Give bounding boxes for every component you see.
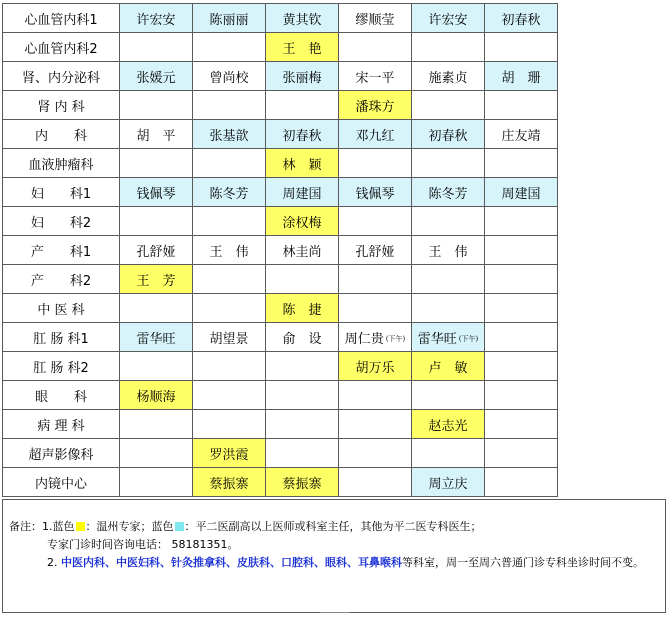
clinic-schedule-table bbox=[2, 3, 558, 497]
doctor-name: 许宏安 bbox=[136, 12, 176, 28]
schedule-row bbox=[3, 468, 558, 497]
doctor-cell bbox=[193, 207, 266, 236]
doctor-name: 蔡振寨 bbox=[209, 476, 249, 492]
doctor-cell bbox=[339, 149, 412, 178]
doctor-cell bbox=[485, 439, 558, 468]
schedule-row bbox=[3, 265, 558, 294]
doctor-name: 张基歆 bbox=[209, 128, 249, 144]
doctor-name: 罗洪霞 bbox=[209, 447, 249, 463]
doctor-cell bbox=[485, 178, 558, 207]
doctor-cell bbox=[120, 294, 193, 323]
doctor-cell bbox=[120, 207, 193, 236]
doctor-cell bbox=[485, 207, 558, 236]
doctor-cell bbox=[120, 410, 193, 439]
doctor-name: 潘珠方 bbox=[355, 99, 395, 115]
doctor-name: 邓九红 bbox=[355, 128, 395, 144]
doctor-cell bbox=[266, 265, 339, 294]
doctor-cell bbox=[485, 236, 558, 265]
schedule-row bbox=[3, 120, 558, 149]
doctor-cell bbox=[120, 265, 193, 294]
doctor-cell bbox=[339, 381, 412, 410]
doctor-name: 林 颖 bbox=[282, 157, 322, 173]
doctor-cell bbox=[412, 468, 485, 497]
doctor-name: 缪顺莹 bbox=[355, 12, 395, 28]
doctor-name: 陈丽丽 bbox=[209, 12, 249, 28]
doctor-name: 许宏安 bbox=[428, 12, 468, 28]
doctor-cell bbox=[412, 91, 485, 120]
doctor-cell bbox=[193, 439, 266, 468]
note-1-prefix: 备注：1.蓝色 bbox=[9, 520, 75, 533]
department-cell: 中 医 科 bbox=[3, 294, 120, 323]
doctor-cell bbox=[266, 207, 339, 236]
doctor-cell bbox=[339, 62, 412, 91]
doctor-cell bbox=[485, 120, 558, 149]
doctor-cell bbox=[412, 149, 485, 178]
department-cell: 病 理 科 bbox=[3, 410, 120, 439]
doctor-cell bbox=[193, 352, 266, 381]
doctor-cell bbox=[193, 120, 266, 149]
doctor-name: 蔡振寨 bbox=[282, 476, 322, 492]
doctor-name: 胡万乐 bbox=[355, 360, 395, 376]
doctor-name: 初春秋 bbox=[282, 128, 322, 144]
department-cell: 产 科2 bbox=[3, 265, 120, 294]
doctor-cell bbox=[120, 149, 193, 178]
doctor-cell bbox=[193, 294, 266, 323]
schedule-row bbox=[3, 294, 558, 323]
schedule-row bbox=[3, 62, 558, 91]
doctor-cell bbox=[193, 381, 266, 410]
schedule-row bbox=[3, 323, 558, 352]
doctor-cell bbox=[339, 439, 412, 468]
schedule-row bbox=[3, 381, 558, 410]
doctor-name: 林圭尚 bbox=[282, 244, 322, 260]
department-cell: 心血管内科1 bbox=[3, 4, 120, 33]
doctor-name: 钱佩琴 bbox=[136, 186, 176, 202]
doctor-cell bbox=[412, 33, 485, 62]
department-cell: 肾 内 科 bbox=[3, 91, 120, 120]
doctor-name: 涂权梅 bbox=[282, 215, 322, 231]
doctor-cell bbox=[412, 236, 485, 265]
schedule-row bbox=[3, 410, 558, 439]
blue-square-icon bbox=[175, 522, 184, 531]
doctor-cell bbox=[120, 236, 193, 265]
doctor-cell bbox=[120, 91, 193, 120]
doctor-cell bbox=[120, 381, 193, 410]
afternoon-note: (下午) bbox=[385, 335, 406, 343]
doctor-name: 王 伟 bbox=[209, 244, 249, 260]
doctor-cell bbox=[193, 265, 266, 294]
doctor-cell bbox=[339, 4, 412, 33]
note-2-suffix: 等科室，周一至周六普通门诊专科坐诊时间不变。 bbox=[402, 556, 644, 569]
doctor-cell bbox=[266, 149, 339, 178]
doctor-cell bbox=[266, 33, 339, 62]
doctor-cell bbox=[339, 468, 412, 497]
doctor-name: 孔舒娅 bbox=[355, 244, 395, 260]
doctor-cell bbox=[266, 91, 339, 120]
yellow-square-icon bbox=[76, 522, 85, 531]
department-cell: 心血管内科2 bbox=[3, 33, 120, 62]
doctor-cell bbox=[412, 207, 485, 236]
doctor-name: 王 艳 bbox=[282, 41, 322, 57]
doctor-cell bbox=[485, 62, 558, 91]
doctor-cell bbox=[339, 91, 412, 120]
department-cell: 妇 科2 bbox=[3, 207, 120, 236]
department-cell: 肾、内分泌科 bbox=[3, 62, 120, 91]
doctor-cell bbox=[266, 323, 339, 352]
doctor-cell bbox=[193, 178, 266, 207]
doctor-name: 胡 珊 bbox=[501, 70, 541, 86]
doctor-cell bbox=[485, 91, 558, 120]
doctor-cell bbox=[266, 4, 339, 33]
doctor-cell bbox=[339, 236, 412, 265]
department-cell: 肛 肠 科1 bbox=[3, 323, 120, 352]
department-cell: 妇 科1 bbox=[3, 178, 120, 207]
doctor-cell bbox=[193, 323, 266, 352]
doctor-cell bbox=[266, 236, 339, 265]
doctor-name: 初春秋 bbox=[428, 128, 468, 144]
doctor-cell bbox=[412, 381, 485, 410]
note-2 bbox=[9, 554, 665, 572]
doctor-cell bbox=[339, 120, 412, 149]
doctor-name: 周立庆 bbox=[428, 476, 468, 492]
doctor-name: 雷华旺 bbox=[136, 331, 176, 347]
doctor-cell bbox=[485, 410, 558, 439]
doctor-cell bbox=[485, 468, 558, 497]
doctor-cell bbox=[193, 468, 266, 497]
doctor-name: 王 芳 bbox=[136, 273, 176, 289]
doctor-name: 赵志光 bbox=[428, 418, 468, 434]
doctor-cell bbox=[412, 120, 485, 149]
doctor-cell bbox=[120, 4, 193, 33]
doctor-name: 杨顺海 bbox=[136, 389, 176, 405]
doctor-name: 周建国 bbox=[282, 186, 322, 202]
doctor-cell bbox=[339, 207, 412, 236]
doctor-cell bbox=[266, 294, 339, 323]
doctor-cell bbox=[412, 4, 485, 33]
note-phone: 专家门诊时间咨询电话： 58181351。 bbox=[47, 538, 239, 551]
schedule-row bbox=[3, 207, 558, 236]
doctor-cell bbox=[339, 178, 412, 207]
doctor-cell bbox=[120, 178, 193, 207]
doctor-name: 张媛元 bbox=[136, 70, 176, 86]
doctor-name: 陈冬芳 bbox=[428, 186, 468, 202]
doctor-cell bbox=[266, 120, 339, 149]
doctor-name: 陈冬芳 bbox=[209, 186, 249, 202]
doctor-cell bbox=[120, 439, 193, 468]
doctor-name: 周仁贵 bbox=[344, 331, 384, 347]
doctor-cell bbox=[120, 33, 193, 62]
doctor-name: 雷华旺 bbox=[417, 331, 457, 347]
schedule-row bbox=[3, 178, 558, 207]
doctor-cell bbox=[485, 265, 558, 294]
doctor-cell bbox=[412, 352, 485, 381]
department-cell: 内 科 bbox=[3, 120, 120, 149]
doctor-cell bbox=[266, 62, 339, 91]
doctor-cell bbox=[412, 439, 485, 468]
doctor-cell bbox=[266, 439, 339, 468]
doctor-cell bbox=[266, 468, 339, 497]
doctor-cell bbox=[485, 149, 558, 178]
doctor-cell bbox=[485, 4, 558, 33]
doctor-cell bbox=[485, 352, 558, 381]
notes-box bbox=[2, 499, 666, 613]
doctor-name: 胡望景 bbox=[209, 331, 249, 347]
doctor-cell bbox=[412, 62, 485, 91]
doctor-name: 庄友靖 bbox=[501, 128, 541, 144]
doctor-cell bbox=[412, 178, 485, 207]
doctor-name: 钱佩琴 bbox=[355, 186, 395, 202]
doctor-cell bbox=[485, 323, 558, 352]
doctor-cell bbox=[412, 410, 485, 439]
department-cell: 超声影像科 bbox=[3, 439, 120, 468]
doctor-cell bbox=[193, 4, 266, 33]
doctor-cell bbox=[193, 236, 266, 265]
doctor-cell bbox=[193, 91, 266, 120]
doctor-cell bbox=[120, 323, 193, 352]
department-cell: 内镜中心 bbox=[3, 468, 120, 497]
note-2-prefix: 2. bbox=[47, 556, 61, 569]
doctor-cell bbox=[412, 323, 485, 352]
doctor-cell bbox=[339, 33, 412, 62]
doctor-cell bbox=[339, 323, 412, 352]
doctor-cell bbox=[266, 410, 339, 439]
doctor-name: 施素贞 bbox=[428, 70, 468, 86]
department-cell: 产 科1 bbox=[3, 236, 120, 265]
doctor-cell bbox=[120, 120, 193, 149]
doctor-cell bbox=[120, 468, 193, 497]
schedule-row bbox=[3, 33, 558, 62]
doctor-cell bbox=[266, 352, 339, 381]
schedule-row bbox=[3, 236, 558, 265]
doctor-cell bbox=[120, 352, 193, 381]
note-1 bbox=[9, 518, 665, 536]
doctor-name: 俞 设 bbox=[282, 331, 322, 347]
doctor-cell bbox=[266, 381, 339, 410]
doctor-cell bbox=[412, 294, 485, 323]
doctor-name: 宋一平 bbox=[355, 70, 395, 86]
doctor-name: 周建国 bbox=[501, 186, 541, 202]
bottom-rule bbox=[320, 612, 350, 613]
doctor-name: 陈 捷 bbox=[282, 302, 322, 318]
doctor-cell bbox=[339, 352, 412, 381]
doctor-name: 卢 敏 bbox=[428, 360, 468, 376]
note-1-blue-meaning: ：平二医副高以上医师或科室主任，其他为平二医专科医生； bbox=[184, 520, 482, 533]
doctor-cell bbox=[339, 410, 412, 439]
department-cell: 血液肿瘤科 bbox=[3, 149, 120, 178]
doctor-cell bbox=[485, 294, 558, 323]
doctor-cell bbox=[339, 265, 412, 294]
doctor-name: 曾尚校 bbox=[209, 70, 249, 86]
department-cell: 眼 科 bbox=[3, 381, 120, 410]
schedule-row bbox=[3, 4, 558, 33]
doctor-cell bbox=[193, 149, 266, 178]
doctor-name: 黄其钦 bbox=[282, 12, 322, 28]
doctor-cell bbox=[120, 62, 193, 91]
afternoon-note: (下午) bbox=[458, 335, 479, 343]
doctor-name: 胡 平 bbox=[136, 128, 176, 144]
department-cell: 肛 肠 科2 bbox=[3, 352, 120, 381]
doctor-name: 张丽梅 bbox=[282, 70, 322, 86]
doctor-cell bbox=[193, 410, 266, 439]
schedule-row bbox=[3, 439, 558, 468]
doctor-cell bbox=[339, 294, 412, 323]
doctor-cell bbox=[485, 33, 558, 62]
doctor-cell bbox=[412, 265, 485, 294]
note-1-yellow-meaning: ：温州专家；蓝色 bbox=[85, 520, 174, 533]
doctor-name: 初春秋 bbox=[501, 12, 541, 28]
doctor-cell bbox=[193, 62, 266, 91]
schedule-row bbox=[3, 91, 558, 120]
doctor-cell bbox=[193, 33, 266, 62]
doctor-name: 王 伟 bbox=[428, 244, 468, 260]
schedule-row bbox=[3, 149, 558, 178]
note-2-departments: 中医内科、中医妇科、针灸推拿科、皮肤科、口腔科、眼科、耳鼻喉科 bbox=[61, 556, 402, 569]
schedule-row bbox=[3, 352, 558, 381]
doctor-cell bbox=[266, 178, 339, 207]
doctor-cell bbox=[485, 381, 558, 410]
doctor-name: 孔舒娅 bbox=[136, 244, 176, 260]
